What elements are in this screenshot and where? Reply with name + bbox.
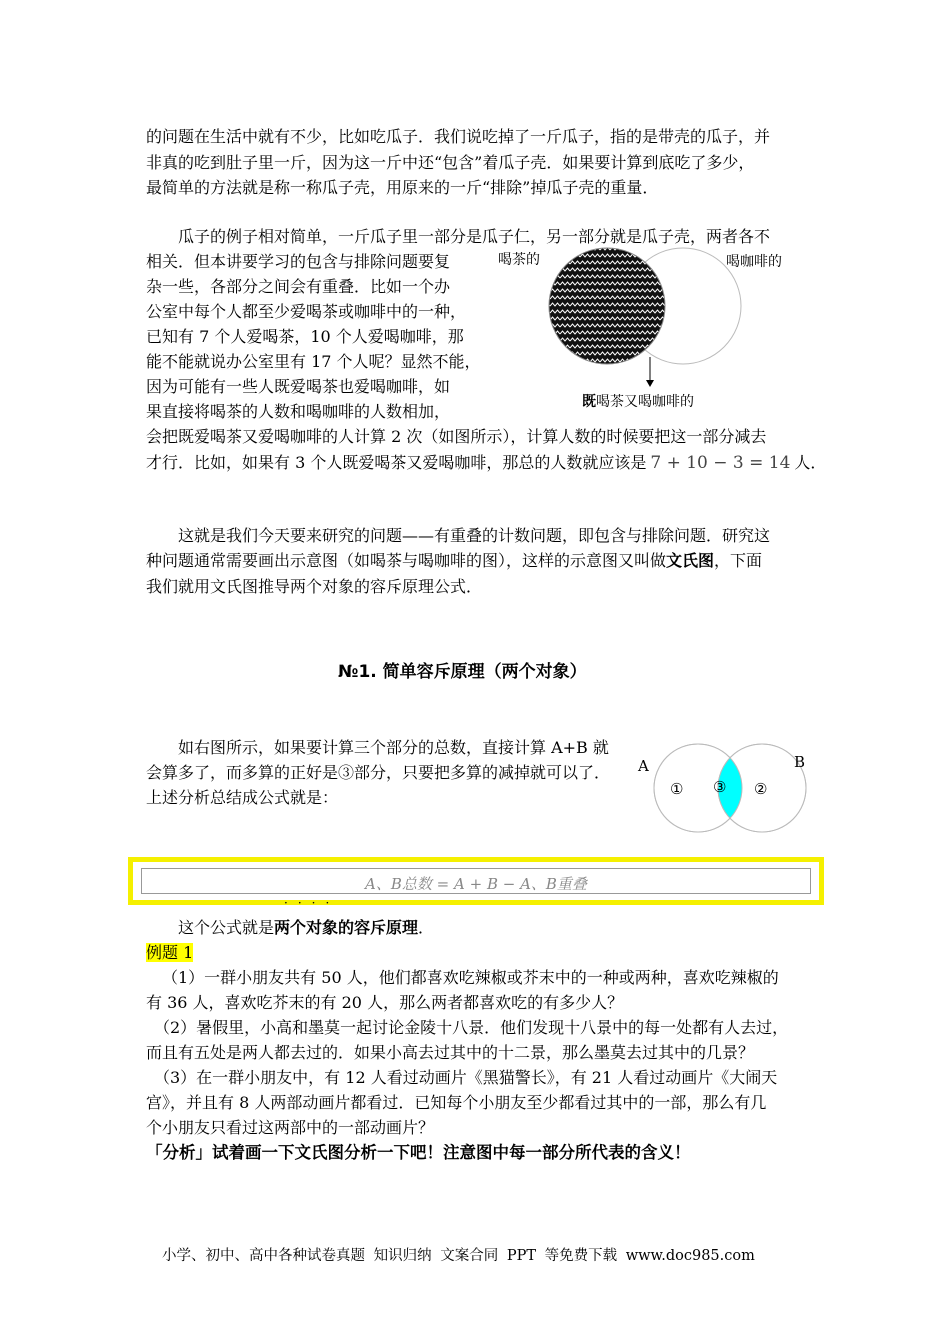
para2-wrap-2: 杂一些，各部分之间会有重叠．比如一个办	[146, 277, 451, 296]
example-line-3: （2）暑假里，小高和墨莫一起讨论金陵十八景．他们发现十八景中的每一处都有人去过，	[154, 1018, 789, 1037]
para1-line1: 的问题在生活中就有不少，比如吃瓜子．我们说吃掉了一斤瓜子，指的是带壳的瓜子，并	[146, 127, 771, 146]
example-line-4: 而且有五处是两人都去过的．如果小高去过其中的十二景，那么墨莫去过其中的几景？	[146, 1043, 755, 1062]
label-both	[582, 391, 694, 411]
formula-text: A、B总数 = A + B − A、B重叠	[365, 875, 587, 893]
region-3: ③	[713, 778, 727, 796]
para2-wrap-6: 因为可能有一些人既爱喝茶也爱喝咖啡，如	[146, 377, 451, 396]
para2-wrap-7: 果直接将喝茶的人数和喝咖啡的人数相加，	[146, 402, 451, 421]
emphasis-dots: ····	[284, 896, 340, 910]
para3-line2	[146, 549, 762, 574]
para4-line3: 上述分析总结成公式就是：	[146, 788, 339, 807]
principle-bold: 两个对象的容斥原理	[274, 918, 419, 937]
para2-wrap-3: 公室中每个人都至少爱喝茶或咖啡中的一种，	[146, 302, 467, 321]
example-line-1: （1）一群小朋友共有 50 人，他们都喜欢吃辣椒或芥末中的一种或两种，喜欢吃辣椒的	[162, 968, 779, 987]
para3-after-bold: ，下面	[714, 551, 763, 570]
para4-line2: 会算多了，而多算的正好是③部分，只要把多算的减掉就可以了．	[146, 763, 611, 782]
label-b: B	[794, 753, 806, 771]
example-line-5: （3）在一群小朋友中，有 12 人看过动画片《黑猫警长》，有 21 人看过动画片《大闹天	[154, 1068, 778, 1087]
para2-tail-2-suffix: 人．	[794, 453, 827, 472]
para2-wrap-1: 相关．但本讲要学习的包含与排除问题要复	[146, 252, 451, 271]
region-1: ①	[670, 780, 684, 798]
region-2: ②	[754, 780, 768, 798]
example-line-6: 宫》，并且有 8 人两部动画片都看过．已知每个小朋友至少都看过其中的一部，那么有几	[146, 1093, 767, 1112]
principle-prefix: 这个公式就是	[178, 918, 275, 937]
label-tea: 喝茶的	[498, 252, 540, 268]
para2-line1: 瓜子的例子相对简单，一斤瓜子里一部分是瓜子仁，另一部分就是瓜子壳，两者各不	[178, 227, 771, 246]
page-footer: 小学、初中、高中各种试卷真题 知识归纳 文案合同 PPT 等免费下载 www.doc985.com	[162, 1248, 755, 1264]
label-a: A	[638, 757, 649, 775]
example-line-2: 有 36 人，喜欢吃芥末的有 20 人，那么两者都喜欢吃的有多少人？	[146, 993, 624, 1012]
para2-tail-2-text: 才行．比如，如果有 3 个人既爱喝茶又爱喝咖啡，那总的人数就应该是	[146, 453, 647, 472]
para2-formula: 7 + 10 − 3 = 14	[650, 453, 791, 473]
para1-line3: 最简单的方法就是称一称瓜子壳，用原来的一斤“排除”掉瓜子壳的重量．	[146, 178, 659, 197]
para2-tail-2	[146, 451, 826, 476]
formula-inner	[141, 868, 811, 894]
principle-suffix: ．	[418, 918, 435, 937]
tea-circle	[549, 248, 665, 364]
para2-wrap-4: 已知有 7 个人爱喝茶，10 个人爱喝咖啡，那	[146, 327, 464, 346]
venn-ab	[630, 738, 810, 838]
para3-line2-text: 种问题通常需要画出示意图（如喝茶与喝咖啡的图），这样的示意图又叫做	[146, 551, 667, 570]
example-label	[146, 941, 193, 966]
analysis-line: 「分析」试着画一下文氏图分析一下吧！注意图中每一部分所代表的含义！	[146, 1143, 691, 1162]
label-both-text: 喝茶又喝咖啡的	[596, 394, 694, 410]
para4-line1: 如右图所示，如果要计算三个部分的总数，直接计算 A+B 就	[178, 738, 609, 757]
venn-tea-coffee	[490, 245, 810, 415]
example-label-text: 例题 1	[146, 943, 194, 962]
para2-wrap-5: 能不能就说办公室里有 17 个人呢？显然不能，	[146, 352, 481, 371]
para2-tail-1: 会把既爱喝茶又爱喝咖啡的人计算 2 次（如图所示），计算人数的时候要把这一部分减去	[146, 427, 767, 446]
example-line-7: 个小朋友只看过这两部中的一部动画片？	[146, 1118, 435, 1137]
section-title: №1. 简单容斥原理（两个对象）	[338, 662, 587, 682]
arrow-head	[646, 380, 654, 387]
formula-box	[128, 857, 824, 905]
principle-line	[178, 916, 434, 941]
para3-line3: 我们就用文氏图推导两个对象的容斥原理公式．	[146, 577, 483, 596]
label-coffee: 喝咖啡的	[726, 254, 782, 270]
para3-line1: 这就是我们今天要来研究的问题——有重叠的计数问题，即包含与排除问题．研究这	[178, 526, 771, 545]
label-both-prefix: 既	[582, 394, 596, 410]
para3-bold-term: 文氏图	[666, 551, 715, 570]
para1-line2: 非真的吃到肚子里一斤，因为这一斤中还“包含”着瓜子壳．如果要计算到底吃了多少，	[146, 153, 755, 172]
